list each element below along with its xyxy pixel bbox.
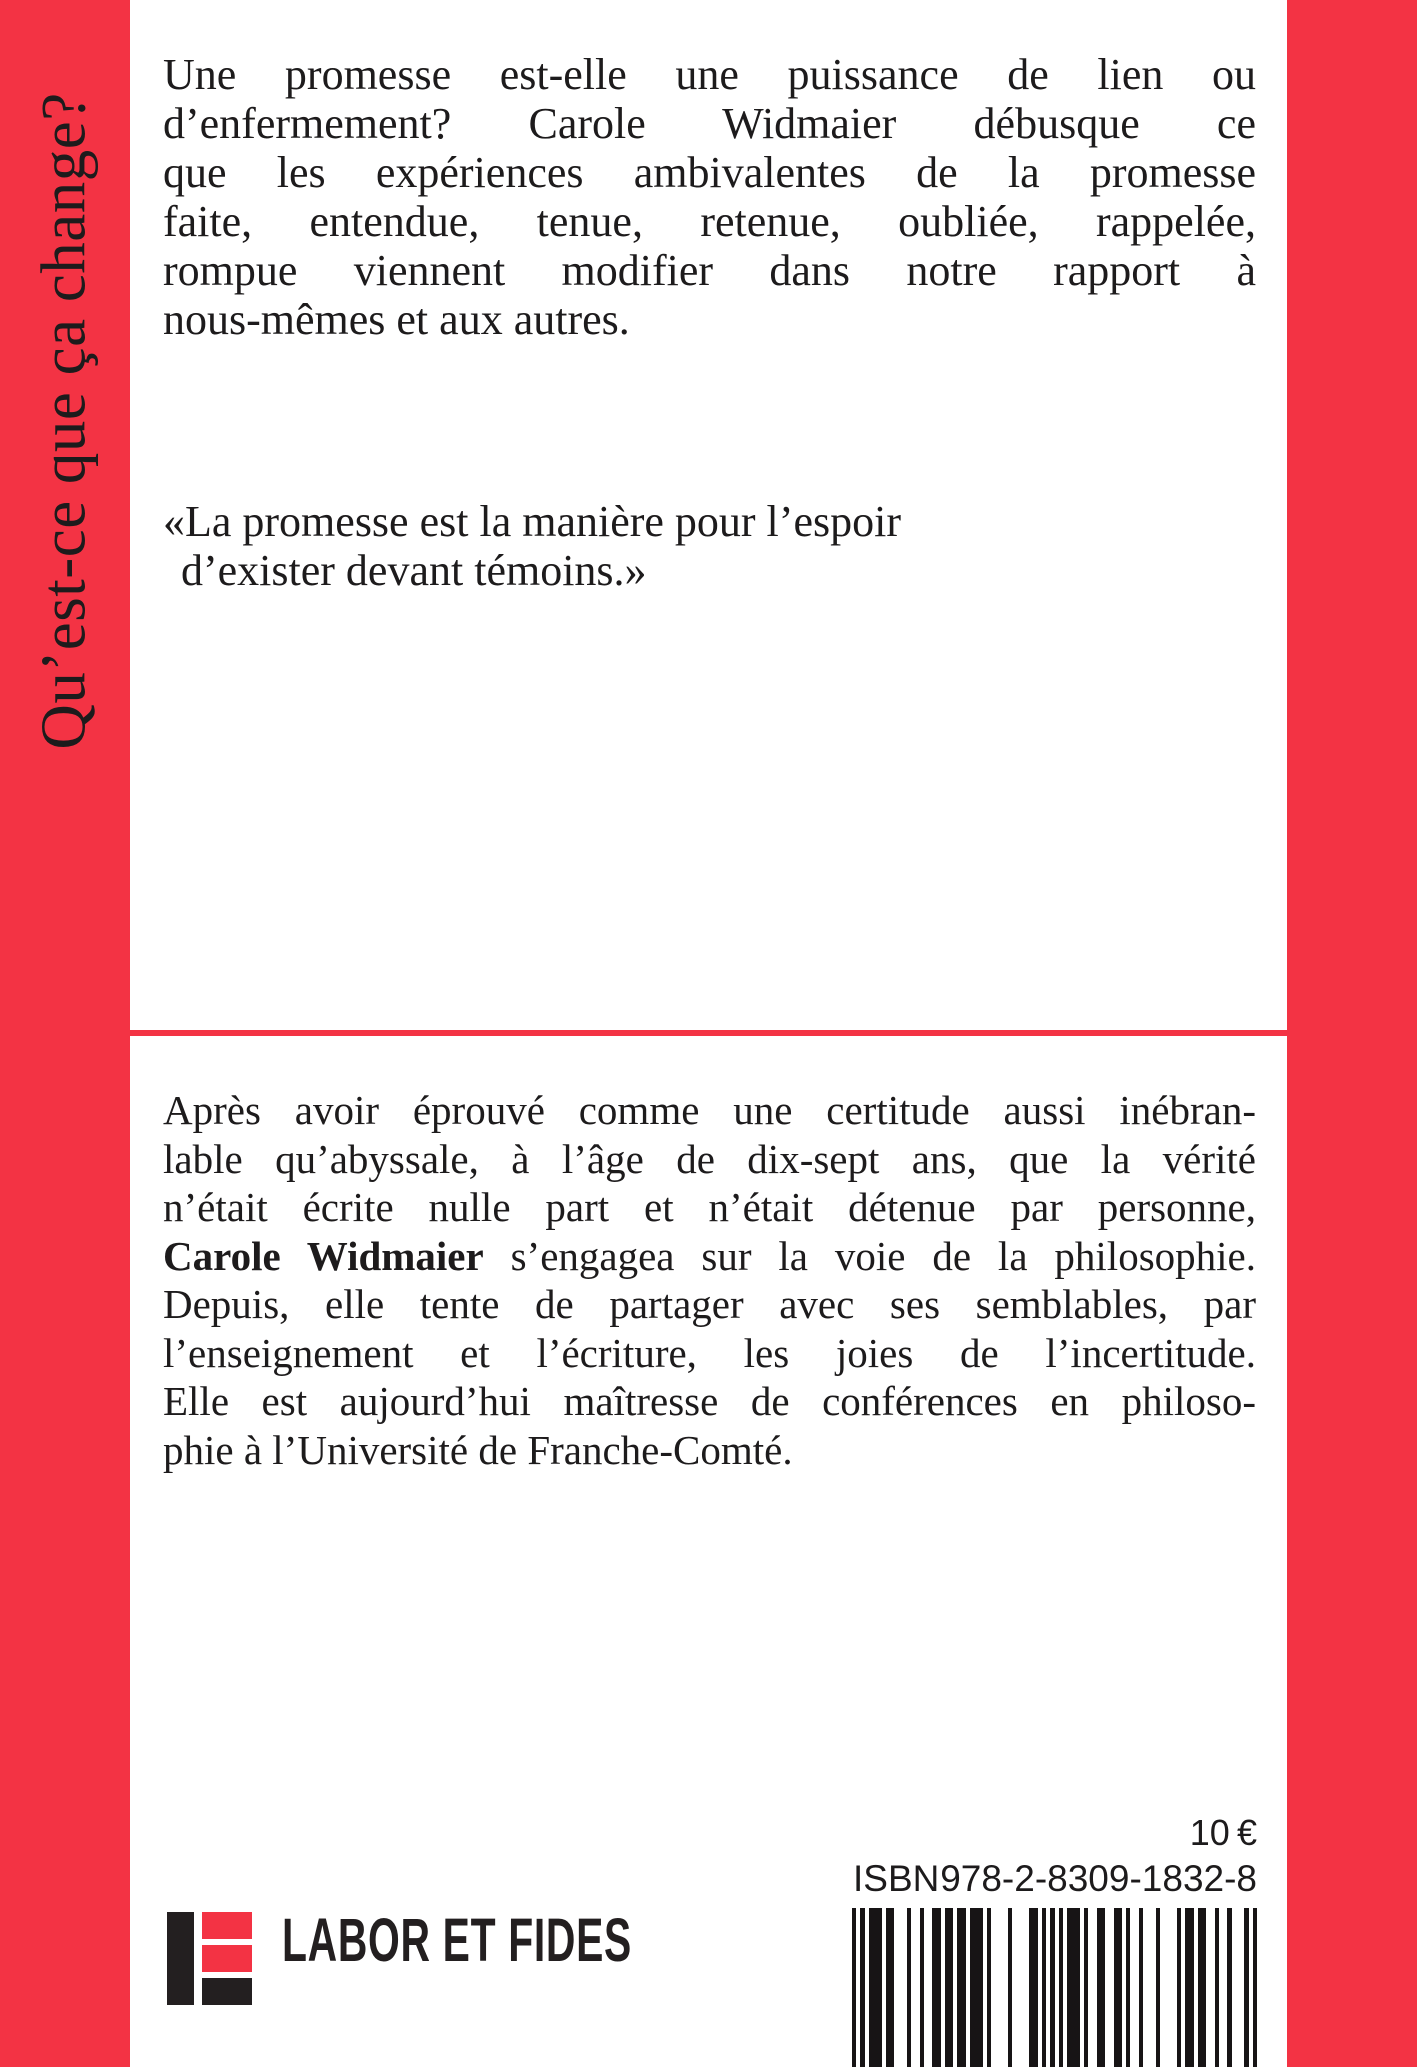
barcode-bar [869, 1908, 882, 2067]
isbn-row [853, 1858, 1257, 1900]
barcode-bar [920, 1908, 924, 2067]
publisher-logo [167, 1906, 667, 2005]
text-line: d’exister devant témoins.» [181, 546, 647, 595]
isbn-value: 978-2-8309-1832-8 [940, 1858, 1257, 1899]
logo-vertical-bar [167, 1912, 194, 2005]
isbn-label: ISBN [853, 1858, 940, 1899]
text-line: phie à l’Université de Franche-Comté. [163, 1426, 793, 1473]
text-line: Une promesse est-elle une puissance de lien ou [163, 50, 1256, 99]
text-line: nous-mêmes et aux autres. [163, 295, 630, 344]
barcode-bar [1084, 1908, 1088, 2067]
barcode-bar [1215, 1908, 1219, 2067]
text-line: Après avoir éprouvé comme une certitude aussi inébran- [163, 1087, 1256, 1133]
barcode-bar [1177, 1908, 1181, 2067]
barcode-bar [957, 1908, 965, 2067]
text-line: rompue viennent modifier dans notre rapport à [163, 246, 1256, 295]
barcode-bar [987, 1908, 991, 2067]
spine-collection-title: Qu’est-ce que ça change? [28, 92, 99, 750]
right-red-band [1287, 0, 1417, 2067]
author-bio-paragraph [163, 1086, 1256, 1474]
text-line: Elle est aujourd’hui maîtresse de conférences en philoso- [163, 1378, 1256, 1424]
text-line: l’enseignement et l’écriture, les joies de l’incertitude. [163, 1329, 1256, 1376]
text-line: lable qu’abyssale, à l’âge de dix-sept ans, que la vérité [163, 1135, 1256, 1182]
barcode-bar [1126, 1908, 1130, 2067]
barcode-bar [1139, 1908, 1143, 2067]
price-label: 10 € [1189, 1812, 1257, 1853]
barcode-bar [852, 1908, 856, 2067]
text-line: Depuis, elle tente de partager avec ses semblables, par [163, 1281, 1256, 1327]
text-line: que les expériences ambivalentes de la promesse [163, 148, 1256, 197]
barcode-bar [886, 1908, 894, 2067]
blurb-paragraph [163, 50, 1256, 344]
logo-bar-bottom [202, 1978, 252, 2005]
barcode-bar [1029, 1908, 1037, 2067]
pull-quote [163, 497, 1256, 595]
barcode-bar [1253, 1908, 1257, 2067]
barcode-bar [1198, 1908, 1206, 2067]
barcode-bar [860, 1908, 864, 2067]
publisher-wordmark: LABOR ET FIDES [282, 1906, 632, 1974]
barcode-bar [1244, 1908, 1248, 2067]
barcode-bar [932, 1908, 940, 2067]
barcode-bar [1185, 1908, 1193, 2067]
barcode-bar [1042, 1908, 1046, 2067]
text-line: n’était écrite nulle part et n’était détenue par personne, [163, 1184, 1256, 1230]
logo-e-bars [202, 1912, 252, 2005]
text-line: Carole Widmaier s’engagea sur la voie de la philosophie. [163, 1232, 1256, 1279]
barcode-bar [1067, 1908, 1080, 2067]
barcode-bar [1059, 1908, 1063, 2067]
barcode-bar [1114, 1908, 1122, 2067]
barcode-bar [945, 1908, 953, 2067]
logo-bar-middle [202, 1945, 252, 1972]
barcode-bar [1227, 1908, 1231, 2067]
text-line: d’enfermement? Carole Widmaier débusque ce [163, 99, 1256, 148]
logo-bar-top [202, 1912, 252, 1939]
barcode [852, 1908, 1257, 2067]
barcode-bar [970, 1908, 983, 2067]
text-line: faite, entendue, tenue, retenue, oubliée, rappelée, [163, 197, 1256, 246]
divider-rule [130, 1030, 1287, 1036]
text-line: «La promesse est la manière pour l’espoir [163, 497, 901, 546]
barcode-bar [1050, 1908, 1054, 2067]
barcode-bar [1008, 1908, 1012, 2067]
barcode-bar [1156, 1908, 1160, 2067]
barcode-bar [907, 1908, 911, 2067]
barcode-bar [1097, 1908, 1105, 2067]
